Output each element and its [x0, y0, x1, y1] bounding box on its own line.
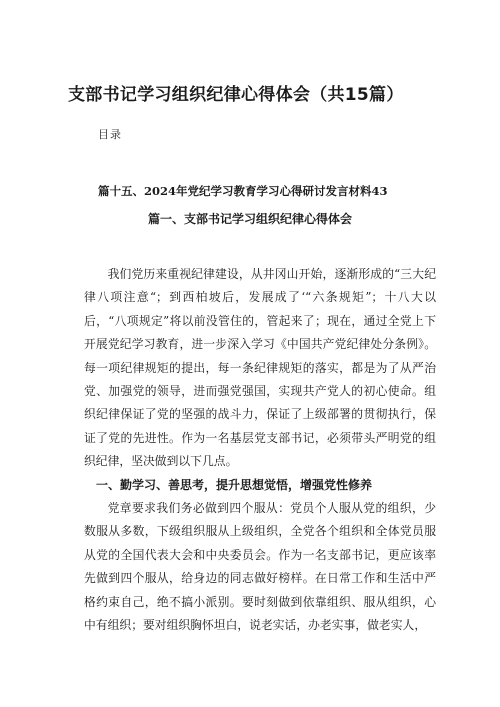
paragraph: 党章要求我们务必做到四个服从：党员个人服从党的组织，少数服从多数，下级组织服从上级组织，全党各个组织和全体党员服从党的全国代表大会和中央委员会。作为一名支部书记，更应该率先做到四个服从，给身边的同志做好榜样。在日常工作和生活中严格约束自己，绝不搞小派别。要时刻做到依靠组织、服从组织，心中有组织；要对组织胸怀坦白，说老实话，办老实事，做老实人，	[84, 501, 436, 633]
toc-entry: 篇十五、2024年党纪学习教育学习心得研讨发言材料43	[98, 184, 388, 198]
toc-label: 目录	[98, 128, 122, 141]
paragraph: 我们党历来重视纪律建设，从井冈山开始，逐渐形成的“三大纪律八项注意“；到西柏坡后，发展成了‘“六条规矩”；十八大以后，“八项规定”将以前没管住的，管起来了；现在，通过全党上下开展党纪学习教育，进一步深入学习《中国共产党纪律处分条例》。每一项纪律规矩的提出，每一条纪律规矩的落实，都是为了从严治党、加强党的领导，进而强党强国，实现共产党人的初心使命。组织纪律保证了党的坚强的战斗力，保证了上级部署的贯彻执行，保证了党的先进性。作为一名基层党支部书记，必须带头严明党的组织纪律，坚决做到以下几点。	[84, 267, 436, 469]
chapter-title: 篇一、支部书记学习组织纪律心得体会	[147, 212, 352, 226]
body-text	[84, 263, 436, 638]
document-title: 支部书记学习组织纪律心得体会（共15篇）	[68, 85, 404, 105]
section-heading: 一、勤学习、善思考，提升思想觉悟，增强党性修养	[96, 477, 373, 492]
